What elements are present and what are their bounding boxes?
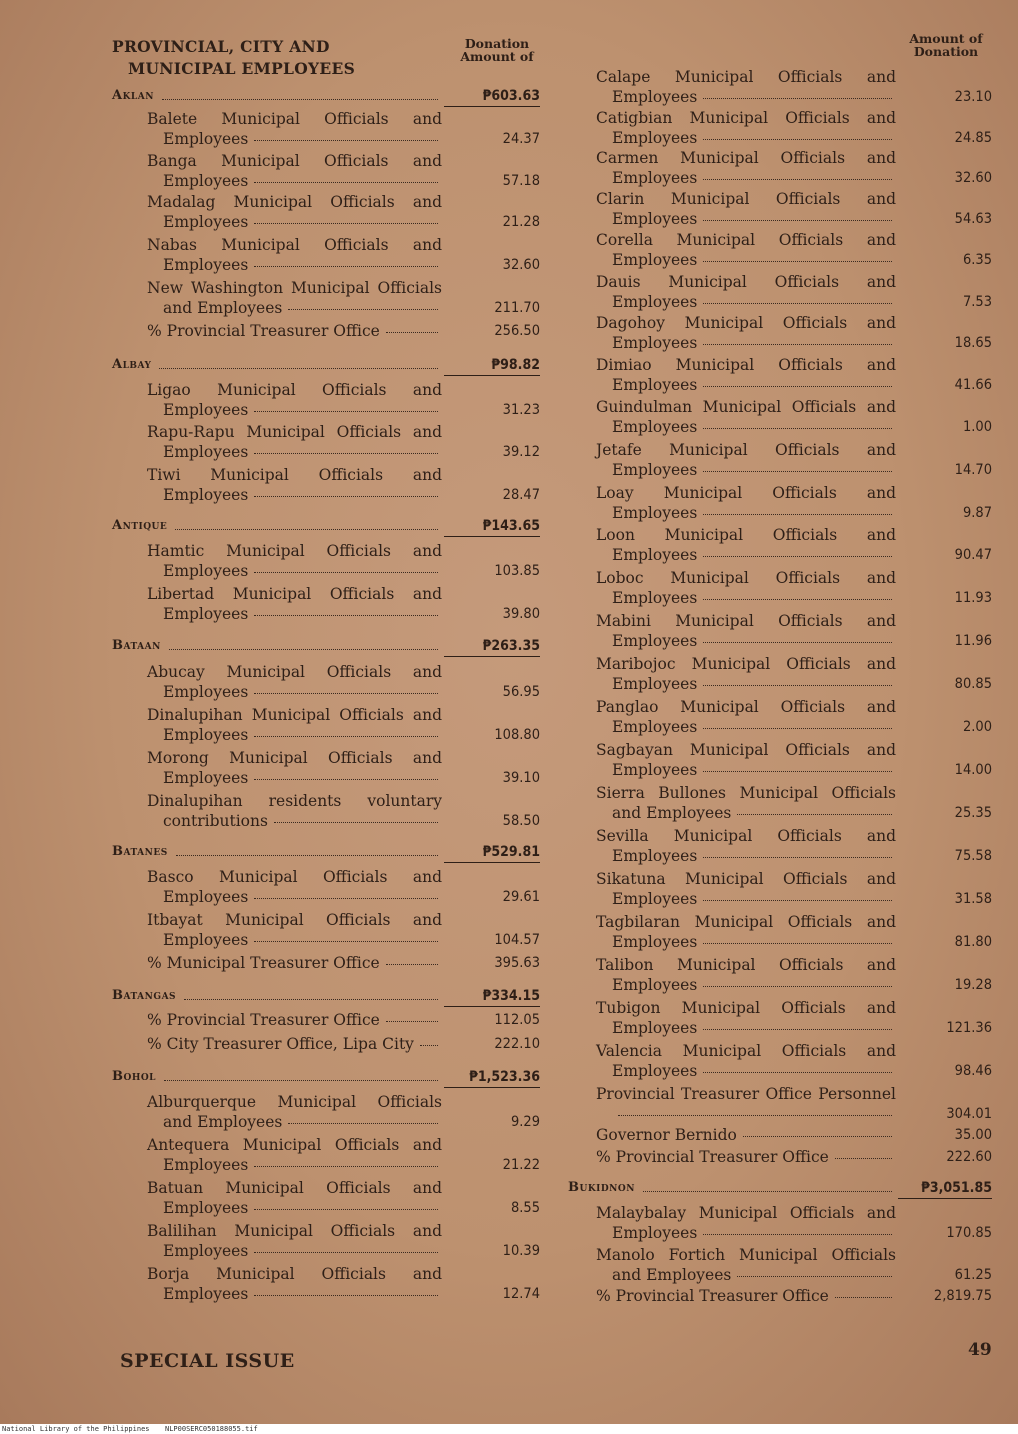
donation-entry — [596, 870, 992, 910]
donation-entry — [596, 484, 992, 524]
section-title — [112, 36, 442, 80]
scan-file-label: NLP00SERC050188055.tif — [165, 1425, 258, 1433]
page-number: 49 — [968, 1340, 992, 1360]
donor-name: Catigbian Municipal Officials and Employees — [596, 109, 896, 147]
donation-entry — [147, 152, 540, 192]
donation-amount: 24.37 — [502, 131, 540, 147]
donation-amount: 24.85 — [954, 130, 992, 146]
donation-amount: 170.85 — [946, 1225, 992, 1241]
donor-name: Manolo Fortich Municipal Officials and Employees — [596, 1246, 896, 1284]
donation-entry — [596, 698, 992, 738]
province-name: Albay — [112, 357, 152, 372]
dot-leader — [703, 471, 892, 472]
dot-leader — [703, 386, 892, 387]
donation-amount: 304.01 — [946, 1106, 992, 1122]
dot-leader — [254, 266, 438, 267]
dot-leader — [254, 693, 438, 694]
donation-entry — [147, 110, 540, 150]
dot-leader — [703, 179, 892, 180]
province-total: ₱143.65 — [444, 518, 540, 537]
donation-amount: 11.96 — [954, 633, 992, 649]
dot-leader — [169, 649, 438, 650]
province-heading — [568, 1180, 992, 1200]
dot-leader — [703, 900, 892, 901]
donor-name: Borja Municipal Officials and Employees — [147, 1265, 442, 1303]
donor-name: Panglao Municipal Officials and Employees — [596, 698, 896, 736]
donation-amount: 39.12 — [502, 444, 540, 460]
donor-name: % Provincial Treasurer Office — [147, 322, 442, 342]
donation-amount: 23.10 — [954, 89, 992, 105]
donation-amount: 61.25 — [954, 1267, 992, 1283]
donor-name: Libertad Municipal Officials and Employees — [147, 585, 442, 623]
right-amount-header — [896, 32, 996, 58]
donor-name: Alburquerque Municipal Officials and Employees — [147, 1093, 442, 1131]
donation-amount: 80.85 — [954, 676, 992, 692]
donation-entry — [147, 381, 540, 421]
donor-name: Loay Municipal Officials and Employees — [596, 484, 896, 522]
donation-amount: 58.50 — [502, 813, 540, 829]
dot-leader — [254, 736, 438, 737]
donation-entry — [147, 542, 540, 582]
donation-entry — [596, 1287, 992, 1307]
donation-amount: 81.80 — [954, 934, 992, 950]
dot-leader — [254, 572, 438, 573]
donation-entry — [596, 398, 992, 438]
dot-leader — [386, 332, 438, 333]
donation-entry — [147, 423, 540, 463]
province-heading — [112, 1069, 540, 1089]
donor-name: Sagbayan Municipal Officials and Employees — [596, 741, 896, 779]
donation-amount: 14.70 — [954, 462, 992, 478]
donation-amount: 2,819.75 — [933, 1288, 992, 1304]
donation-entry — [596, 1126, 992, 1146]
donor-name: Sikatuna Municipal Officials and Employees — [596, 870, 896, 908]
dot-leader — [703, 261, 892, 262]
donation-amount: 9.87 — [962, 505, 992, 521]
dot-leader — [703, 344, 892, 345]
donation-entry — [596, 827, 992, 867]
dot-leader — [703, 728, 892, 729]
dot-leader — [254, 223, 438, 224]
province-name: Batanes — [112, 844, 168, 859]
donation-entry — [147, 663, 540, 703]
donation-entry — [596, 1204, 992, 1244]
province-total: ₱603.63 — [444, 88, 540, 107]
donation-entry — [147, 1179, 540, 1219]
dot-leader — [703, 685, 892, 686]
dot-leader — [703, 986, 892, 987]
donor-name: % Provincial Treasurer Office — [596, 1287, 896, 1307]
province-heading — [112, 844, 540, 864]
dot-leader — [703, 220, 892, 221]
donor-name: Balilihan Municipal Officials and Employees — [147, 1222, 442, 1260]
donation-entry — [147, 1265, 540, 1305]
donation-amount: 112.05 — [494, 1012, 540, 1028]
donor-name: Ligao Municipal Officials and Employees — [147, 381, 442, 419]
province-total: ₱3,051.85 — [898, 1180, 992, 1199]
donation-amount: 98.46 — [954, 1063, 992, 1079]
donation-amount: 256.50 — [494, 323, 540, 339]
donor-name: Loon Municipal Officials and Employees — [596, 526, 896, 564]
dot-leader — [703, 599, 892, 600]
donation-entry — [596, 231, 992, 271]
province-heading — [112, 518, 540, 538]
province-heading — [112, 88, 540, 108]
dot-leader — [254, 496, 438, 497]
dot-leader — [254, 941, 438, 942]
dot-leader — [254, 182, 438, 183]
dot-leader — [703, 514, 892, 515]
donation-entry — [596, 612, 992, 652]
section-title-line-1: PROVINCIAL, CITY AND — [112, 37, 330, 56]
dot-leader — [254, 1252, 438, 1253]
donor-name: Loboc Municipal Officials and Employees — [596, 569, 896, 607]
donor-name: Dinalupihan Municipal Officials and Employees — [147, 706, 442, 744]
donor-name: Batuan Municipal Officials and Employees — [147, 1179, 442, 1217]
donor-name: Balete Municipal Officials and Employees — [147, 110, 442, 148]
donation-entry — [147, 322, 540, 342]
donation-entry — [596, 999, 992, 1039]
donor-name: Sevilla Municipal Officials and Employees — [596, 827, 896, 865]
donation-amount: 19.28 — [954, 977, 992, 993]
dot-leader — [703, 428, 892, 429]
scan-library-label: National Library of the Philippines — [2, 1425, 150, 1433]
province-name: Bukidnon — [568, 1180, 635, 1195]
province-name: Aklan — [112, 88, 154, 103]
province-heading — [112, 988, 540, 1008]
dot-leader — [703, 642, 892, 643]
dot-leader — [703, 1072, 892, 1073]
donation-amount: 75.58 — [954, 848, 992, 864]
donation-entry — [147, 279, 540, 319]
donor-name: Clarin Municipal Officials and Employees — [596, 190, 896, 228]
donor-name: Carmen Municipal Officials and Employees — [596, 149, 896, 187]
donation-entry — [596, 190, 992, 230]
province-total: ₱98.82 — [444, 357, 540, 376]
dot-leader — [703, 1029, 892, 1030]
donor-name: Itbayat Municipal Officials and Employees — [147, 911, 442, 949]
donation-entry — [147, 911, 540, 951]
donation-amount: 103.85 — [494, 563, 540, 579]
dot-leader — [184, 999, 438, 1000]
donation-amount: 222.60 — [946, 1149, 992, 1165]
donation-entry — [596, 1042, 992, 1082]
donor-name: Morong Municipal Officials and Employees — [147, 749, 442, 787]
donor-name: Corella Municipal Officials and Employees — [596, 231, 896, 269]
donation-entry — [596, 956, 992, 996]
donation-entry — [147, 868, 540, 908]
donation-amount: 18.65 — [954, 335, 992, 351]
donation-entry — [596, 273, 992, 313]
donor-name: Tiwi Municipal Officials and Employees — [147, 466, 442, 504]
dot-leader — [254, 140, 438, 141]
donation-entry — [596, 1085, 992, 1125]
donor-name: % Municipal Treasurer Office — [147, 954, 442, 974]
donation-amount: 39.80 — [502, 606, 540, 622]
province-total: ₱334.15 — [444, 988, 540, 1007]
donation-entry — [147, 792, 540, 832]
donation-entry — [147, 1136, 540, 1176]
donation-entry — [596, 741, 992, 781]
donor-name: Talibon Municipal Officials and Employees — [596, 956, 896, 994]
donation-entry — [147, 1222, 540, 1262]
donation-amount: 32.60 — [502, 257, 540, 273]
dot-leader — [175, 529, 438, 530]
dot-leader — [643, 1191, 892, 1192]
donor-name: Sierra Bullones Municipal Officials and Employees — [596, 784, 896, 822]
donor-name: % City Treasurer Office, Lipa City — [147, 1035, 442, 1055]
dot-leader — [703, 139, 892, 140]
donor-name: Dauis Municipal Officials and Employees — [596, 273, 896, 311]
donor-name: Tubigon Municipal Officials and Employees — [596, 999, 896, 1037]
dot-leader — [703, 303, 892, 304]
dot-leader — [703, 771, 892, 772]
donation-entry — [147, 193, 540, 233]
donation-amount: 25.35 — [954, 805, 992, 821]
donation-amount: 222.10 — [494, 1036, 540, 1052]
dot-leader — [288, 309, 438, 310]
donation-amount: 108.80 — [494, 727, 540, 743]
dot-leader — [386, 1021, 438, 1022]
donor-name: Antequera Municipal Officials and Employees — [147, 1136, 442, 1174]
province-name: Antique — [112, 518, 168, 533]
donation-amount: 90.47 — [954, 547, 992, 563]
donation-amount: 7.53 — [962, 294, 992, 310]
dot-leader — [274, 822, 438, 823]
donation-entry — [147, 1093, 540, 1133]
province-name: Bohol — [112, 1069, 156, 1084]
dot-leader — [737, 814, 892, 815]
issue-label: SPECIAL ISSUE — [120, 1350, 295, 1372]
donor-name: Rapu-Rapu Municipal Officials and Employees — [147, 423, 442, 461]
donation-entry — [147, 1011, 540, 1031]
dot-leader — [835, 1297, 892, 1298]
donation-amount: 12.74 — [502, 1286, 540, 1302]
donation-amount: 31.58 — [954, 891, 992, 907]
donor-name: New Washington Municipal Officials and Employees — [147, 279, 442, 317]
dot-leader — [386, 964, 438, 965]
donor-name: Mabini Municipal Officials and Employees — [596, 612, 896, 650]
donation-entry — [596, 913, 992, 953]
dot-leader — [743, 1136, 892, 1137]
dot-leader — [703, 556, 892, 557]
donation-amount: 35.00 — [954, 1127, 992, 1143]
donation-entry — [147, 466, 540, 506]
dot-leader — [254, 615, 438, 616]
donation-entry — [147, 749, 540, 789]
donation-amount: 56.95 — [502, 684, 540, 700]
donation-amount: 31.23 — [502, 402, 540, 418]
donor-name: Tagbilaran Municipal Officials and Employees — [596, 913, 896, 951]
donation-entry — [596, 109, 992, 149]
dot-leader — [159, 368, 438, 369]
province-total: ₱1,523.36 — [444, 1069, 540, 1088]
donor-name: Hamtic Municipal Officials and Employees — [147, 542, 442, 580]
donation-entry — [596, 68, 992, 108]
dot-leader — [254, 1209, 438, 1210]
donor-name: Dagohoy Municipal Officials and Employees — [596, 314, 896, 352]
donation-amount: 54.63 — [954, 211, 992, 227]
donor-name: % Provincial Treasurer Office — [147, 1011, 442, 1031]
dot-leader — [164, 1080, 438, 1081]
donation-entry — [147, 1035, 540, 1055]
donor-name: % Provincial Treasurer Office — [596, 1148, 896, 1168]
donation-entry — [596, 356, 992, 396]
donation-amount: 29.61 — [502, 889, 540, 905]
donor-name: Madalag Municipal Officials and Employees — [147, 193, 442, 231]
dot-leader — [737, 1276, 892, 1277]
dot-leader — [254, 898, 438, 899]
donor-name: Nabas Municipal Officials and Employees — [147, 236, 442, 274]
donor-name: Guindulman Municipal Officials and Employees — [596, 398, 896, 436]
right-amount-header-line-1: Amount of — [909, 31, 983, 46]
donation-amount: 8.55 — [510, 1200, 540, 1216]
dot-leader — [703, 857, 892, 858]
scan-info-strip — [0, 1424, 1018, 1434]
donation-amount: 14.00 — [954, 762, 992, 778]
donor-name: Governor Bernido — [596, 1126, 896, 1146]
dot-leader — [618, 1115, 892, 1116]
donor-name: Calape Municipal Officials and Employees — [596, 68, 896, 106]
province-heading — [112, 357, 540, 377]
donation-entry — [596, 441, 992, 481]
province-total: ₱263.35 — [444, 638, 540, 657]
donor-name: Banga Municipal Officials and Employees — [147, 152, 442, 190]
donation-entry — [596, 569, 992, 609]
donor-name: Jetafe Municipal Officials and Employees — [596, 441, 896, 479]
donation-entry — [596, 1148, 992, 1168]
donation-entry — [147, 585, 540, 625]
dot-leader — [254, 1166, 438, 1167]
donation-amount: 28.47 — [502, 487, 540, 503]
donation-entry — [596, 314, 992, 354]
province-name: Bataan — [112, 638, 161, 653]
donor-name: Provincial Treasurer Office Personnel — [596, 1085, 896, 1124]
dot-leader — [835, 1158, 892, 1159]
dot-leader — [703, 943, 892, 944]
dot-leader — [162, 99, 438, 100]
province-name: Batangas — [112, 988, 177, 1003]
right-amount-header-line-2: Donation — [913, 44, 979, 59]
donation-amount: 11.93 — [954, 590, 992, 606]
section-title-line-2: MUNICIPAL EMPLOYEES — [128, 59, 356, 78]
donation-amount: 39.10 — [502, 770, 540, 786]
donation-amount: 395.63 — [494, 955, 540, 971]
donation-amount: 2.00 — [962, 719, 992, 735]
donation-amount: 1.00 — [962, 419, 992, 435]
donation-amount: 32.60 — [954, 170, 992, 186]
donor-name: Dimiao Municipal Officials and Employees — [596, 356, 896, 394]
donation-amount: 21.22 — [502, 1157, 540, 1173]
donation-entry — [147, 236, 540, 276]
dot-leader — [254, 411, 438, 412]
donation-entry — [596, 784, 992, 824]
donor-name: Abucay Municipal Officials and Employees — [147, 663, 442, 701]
donation-entry — [596, 1246, 992, 1286]
donation-amount: 104.57 — [494, 932, 540, 948]
donor-name: Valencia Municipal Officials and Employees — [596, 1042, 896, 1080]
donation-amount: 121.36 — [946, 1020, 992, 1036]
donation-amount: 57.18 — [502, 173, 540, 189]
donation-entry — [596, 655, 992, 695]
donation-entry — [596, 149, 992, 189]
dot-leader — [703, 1234, 892, 1235]
left-amount-header — [444, 37, 550, 63]
donation-amount: 9.29 — [510, 1114, 540, 1130]
donation-amount: 21.28 — [502, 214, 540, 230]
left-amount-header-line-1: Donation — [464, 36, 530, 51]
donor-name: Malaybalay Municipal Officials and Employees — [596, 1204, 896, 1242]
donation-amount: 10.39 — [502, 1243, 540, 1259]
donor-name: Dinalupihan residents voluntary contributions — [147, 792, 442, 830]
dot-leader — [254, 779, 438, 780]
donation-entry — [147, 954, 540, 974]
donation-amount: 6.35 — [962, 252, 992, 268]
province-total: ₱529.81 — [444, 844, 540, 863]
donor-name: Basco Municipal Officials and Employees — [147, 868, 442, 906]
donation-amount: 211.70 — [494, 300, 540, 316]
dot-leader — [254, 453, 438, 454]
left-amount-header-line-2: Amount of — [460, 49, 534, 64]
dot-leader — [288, 1123, 438, 1124]
dot-leader — [703, 98, 892, 99]
dot-leader — [254, 1295, 438, 1296]
province-heading — [112, 638, 540, 658]
dot-leader — [176, 855, 438, 856]
donation-entry — [147, 706, 540, 746]
donation-entry — [596, 526, 992, 566]
donation-amount: 41.66 — [954, 377, 992, 393]
donor-name: Maribojoc Municipal Officials and Employees — [596, 655, 896, 693]
dot-leader — [420, 1045, 438, 1046]
